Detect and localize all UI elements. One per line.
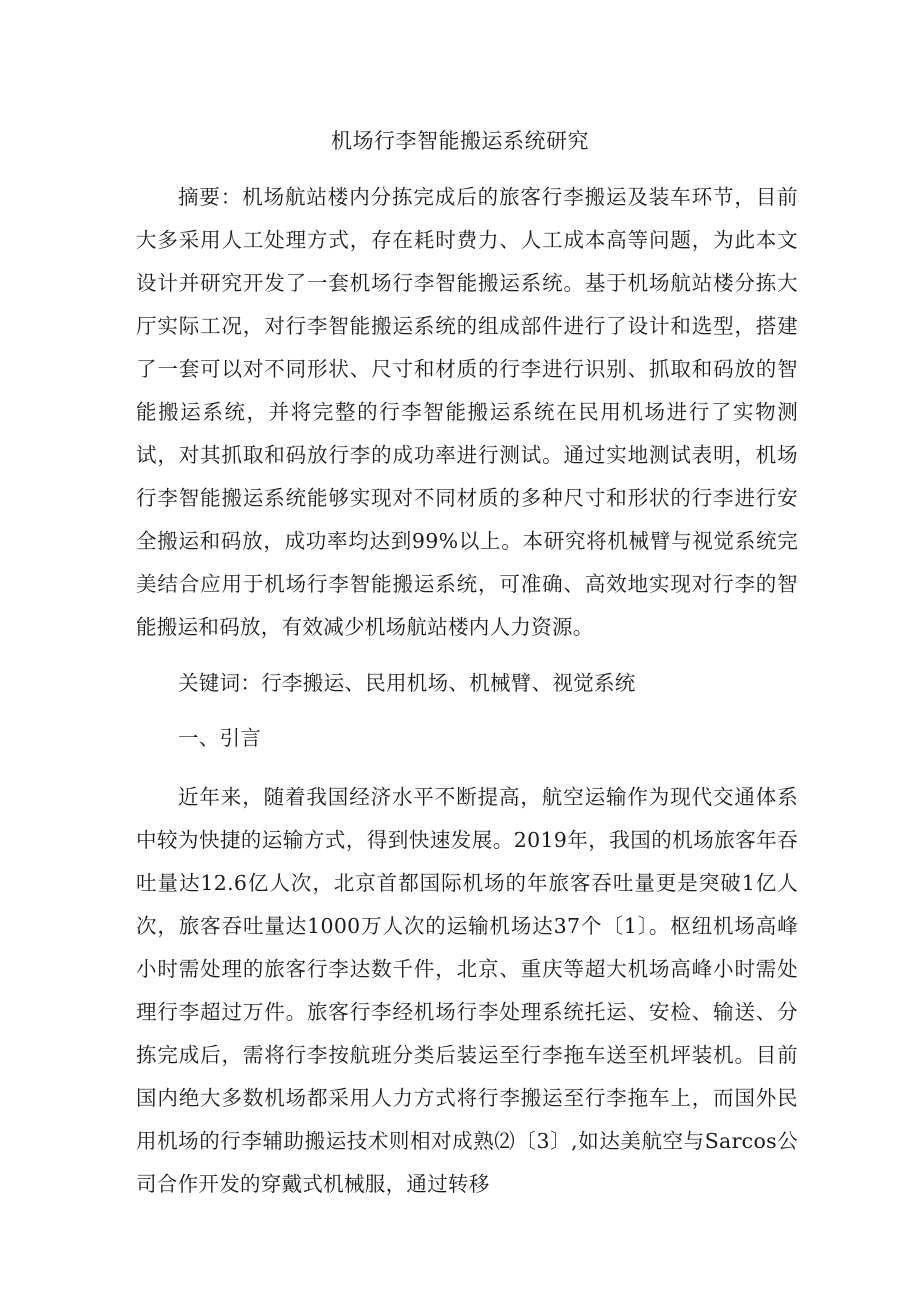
keywords-text: 行李搬运、民用机场、机械臂、视觉系统 [261, 671, 636, 695]
body-paragraph: 近年来，随着我国经济水平不断提高，航空运输作为现代交通体系中较为快捷的运输方式，得到快速发展。2019年，我国的机场旅客年吞吐量达12.6亿人次，北京首都国际机场的年旅客吞吐量更是突破1亿人次，旅客吞吐量达1000万人次的运输机场达37个〔1〕。枢纽机场高峰小时需处理的旅客行李达数千件，北京、重庆等超大机场高峰小时需处理行李超过万件。旅客行李经机场行李处理系统托运、安检、输送、分拣完成后，需将行李按航班分类后装运至行李拖车送至机坪装机。目前国内绝大多数机场都采用人力方式将行李搬运至行李拖车上，而国外民用机场的行李辅助搬运技术则相对成熟⑵〔3〕,如达美航空与Sarcos公司合作开发的穿戴式机械服，通过转移 [136, 785, 798, 1196]
section-heading: 一、引言 [178, 726, 262, 750]
abstract-text: 机场航站楼内分拣完成后的旅客行李搬运及装车环节，目前大多采用人工处理方式，存在耗时费力、人工成本高等问题，为此本文设计并研究开发了一套机场行李智能搬运系统。基于机场航站楼分拣大厅实际工况，对行李智能搬运系统的组成部件进行了设计和选型，搭建了一套可以对不同形状、尺寸和材质的行李进行识别、抓取和码放的智能搬运系统，并将完整的行李智能搬运系统在民用机场进行了实物测试，对其抓取和码放行李的成功率进行测试。通过实地测试表明，机场行李智能搬运系统能够实现对不同材质的多种尺寸和形状的行李进行安全搬运和码放，成功率均达到99%以上。本研究将机械臂与视觉系统完美结合应用于机场行李智能搬运系统，可准确、高效地实现对行李的智能搬运和码放，有效减少机场航站楼内人力资源。 [136, 185, 798, 639]
abstract-paragraph [136, 176, 798, 649]
keywords-paragraph [136, 662, 798, 705]
keywords-label: 关键词： [178, 671, 262, 695]
abstract-label: 摘要： [178, 185, 243, 209]
page-title: 机场行李智能搬运系统研究 [331, 129, 589, 153]
